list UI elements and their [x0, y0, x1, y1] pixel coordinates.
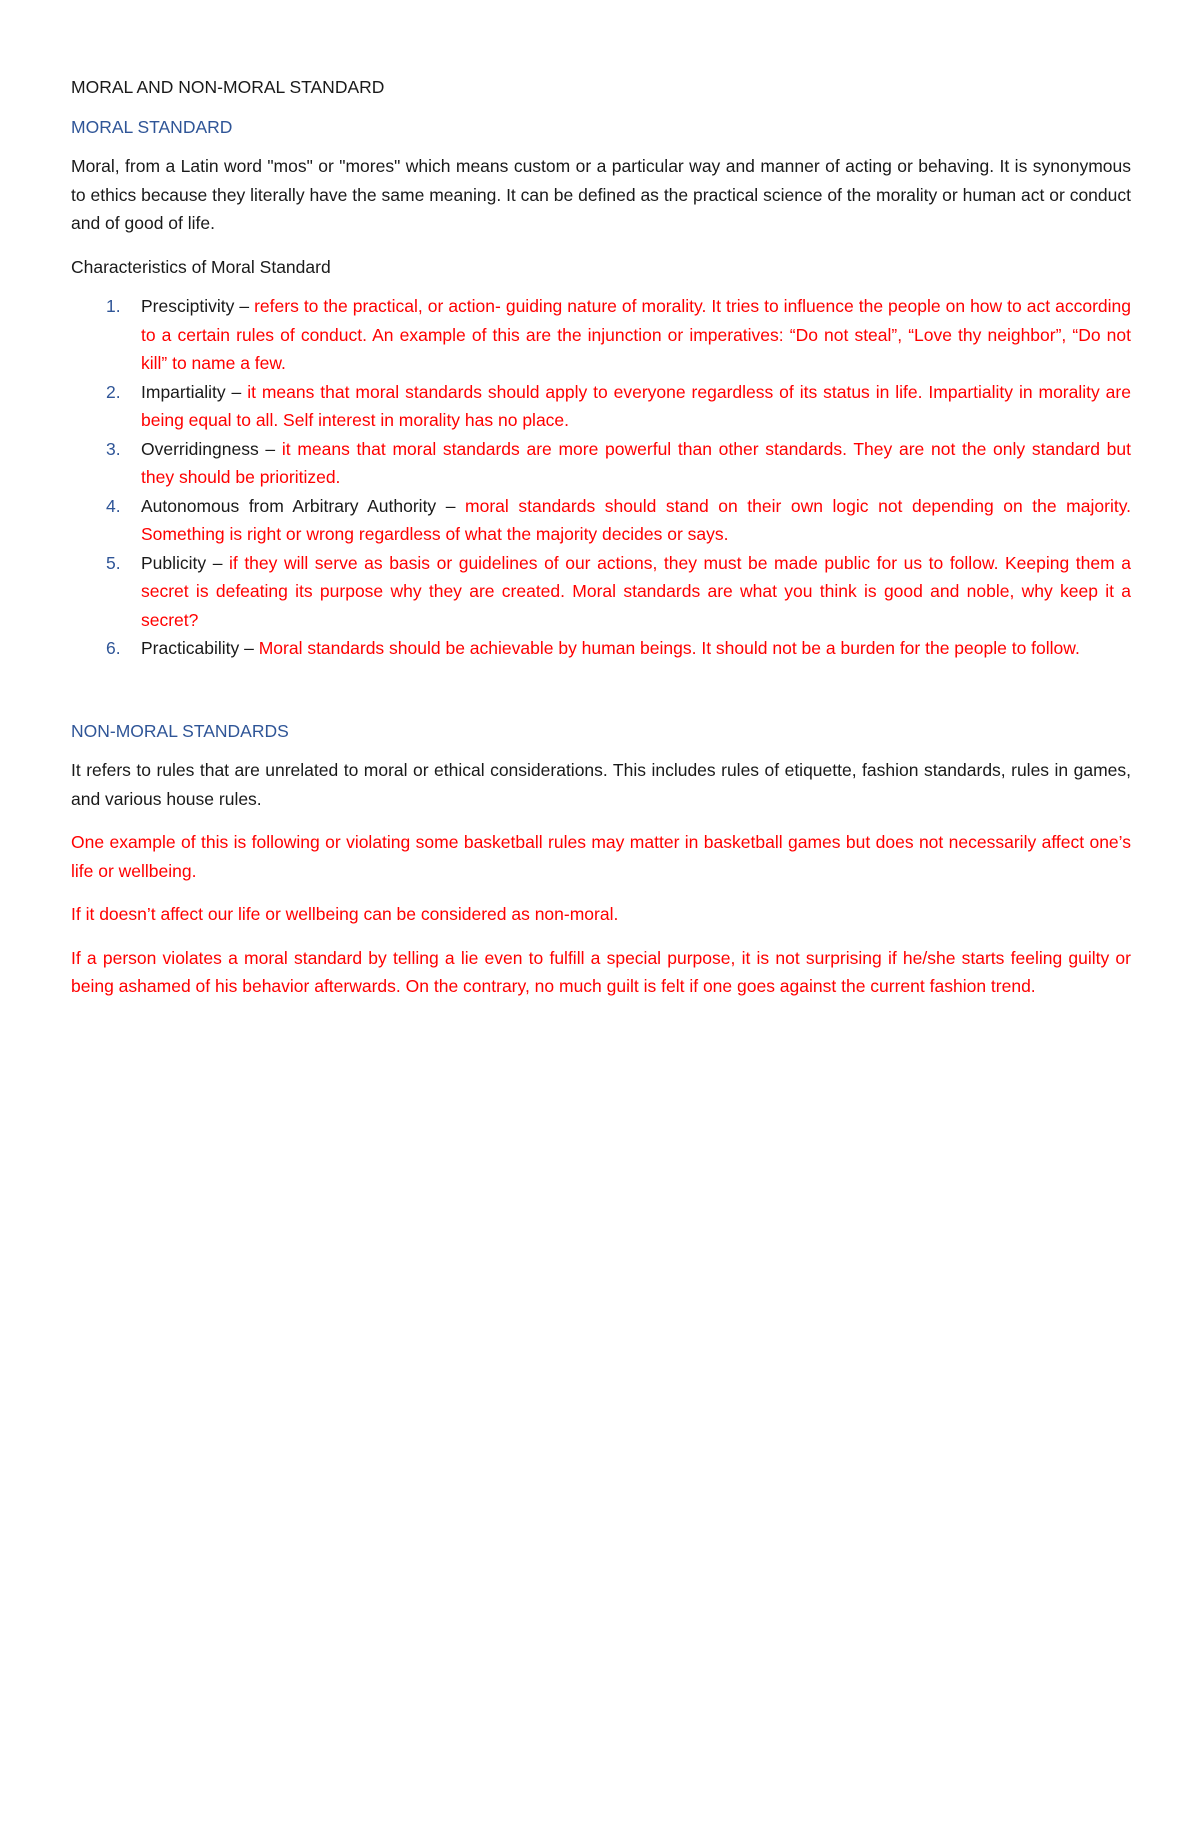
list-item: [106, 435, 1131, 492]
list-item-number: 6.: [106, 638, 121, 658]
list-item-separator: –: [225, 381, 248, 402]
non-moral-definition: It refers to rules that are unrelated to moral or ethical considerations. This includes rules of etiquette, fashion standards, rules in games, and various house rules.: [71, 760, 1131, 809]
list-item: [106, 292, 1131, 378]
list-item-separator: –: [239, 638, 259, 658]
non-moral-example: One example of this is following or violating some basketball rules may matter in basketball games but does not necessarily affect one’s life or wellbeing.: [71, 832, 1131, 881]
list-item-term: Impartiality: [141, 381, 226, 402]
list-item-description: it means that moral standards should apply to everyone regardless of its status in life. Impartiality in morality are being equal to all. Self interest in morality has no place.: [141, 381, 1131, 430]
list-item-number: 2.: [106, 381, 121, 402]
list-item-separator: –: [234, 296, 255, 316]
document-page: [71, 73, 1131, 1016]
non-moral-comparison: If a person violates a moral standard by telling a lie even to fulfill a special purpose, it is not surprising if he/she starts feeling guilty or being ashamed of his behavior afterwards. On the contrary, no much guilt is felt if one goes against the current fashion trend.: [71, 947, 1131, 996]
characteristics-list: [71, 292, 1131, 663]
list-item-description: refers to the practical, or action- guiding nature of morality. It tries to influence the people on how to act according to a certain rules of conduct. An example of this are the injunction or imperatives: “Do not steal”, “Love thy neighbor”, “Do not kill” to name a few.: [141, 296, 1131, 373]
document-title: MORAL AND NON-MORAL STANDARD: [71, 77, 385, 97]
list-item-number: 5.: [106, 552, 121, 573]
list-item-term: Publicity: [141, 552, 207, 573]
non-moral-criterion: If it doesn’t affect our life or wellbeing can be considered as non-moral.: [71, 904, 619, 924]
list-item-number: 1.: [106, 296, 121, 316]
moral-standard-heading: MORAL STANDARD: [71, 116, 233, 137]
list-item-number: 4.: [106, 495, 121, 516]
list-item-separator: –: [258, 438, 282, 459]
list-item-description: it means that moral standards are more powerful than other standards. They are not the only standard but they should be prioritized.: [141, 438, 1131, 487]
list-item-term: Presciptivity: [141, 296, 235, 316]
list-item: [106, 549, 1131, 635]
list-item: [106, 378, 1131, 435]
list-item: [106, 634, 1131, 663]
list-item-term: Autonomous from Arbitrary Authority: [141, 495, 437, 516]
list-item-term: Practicability: [141, 638, 240, 658]
list-item: [106, 492, 1132, 549]
list-item-description: if they will serve as basis or guidelines of our actions, they must be made public for us to follow. Keeping them a secret is defeating its purpose why they are created. Moral standards are what you think is good and noble, why keep it a secret?: [141, 552, 1131, 630]
list-item-number: 3.: [106, 438, 121, 459]
list-item-description: Moral standards should be achievable by human beings. It should not be a burden for the people to follow.: [258, 638, 1080, 658]
moral-standard-intro: Moral, from a Latin word "mos" or "mores" which means custom or a particular way and manner of acting or behaving. It is synonymous to ethics because they literally have the same meaning. It can be defined as the practical science of the morality or human act or conduct and of good of life.: [71, 156, 1131, 233]
list-item-term: Overridingness: [141, 438, 259, 459]
characteristics-title: Characteristics of Moral Standard: [71, 256, 331, 277]
non-moral-standards-heading: NON-MORAL STANDARDS: [71, 720, 289, 741]
list-item-separator: –: [436, 495, 466, 516]
list-item-separator: –: [206, 552, 230, 573]
list-item-description: moral standards should stand on their own logic not depending on the majority. Something is right or wrong regardless of what the majority decides or says.: [141, 495, 1132, 544]
